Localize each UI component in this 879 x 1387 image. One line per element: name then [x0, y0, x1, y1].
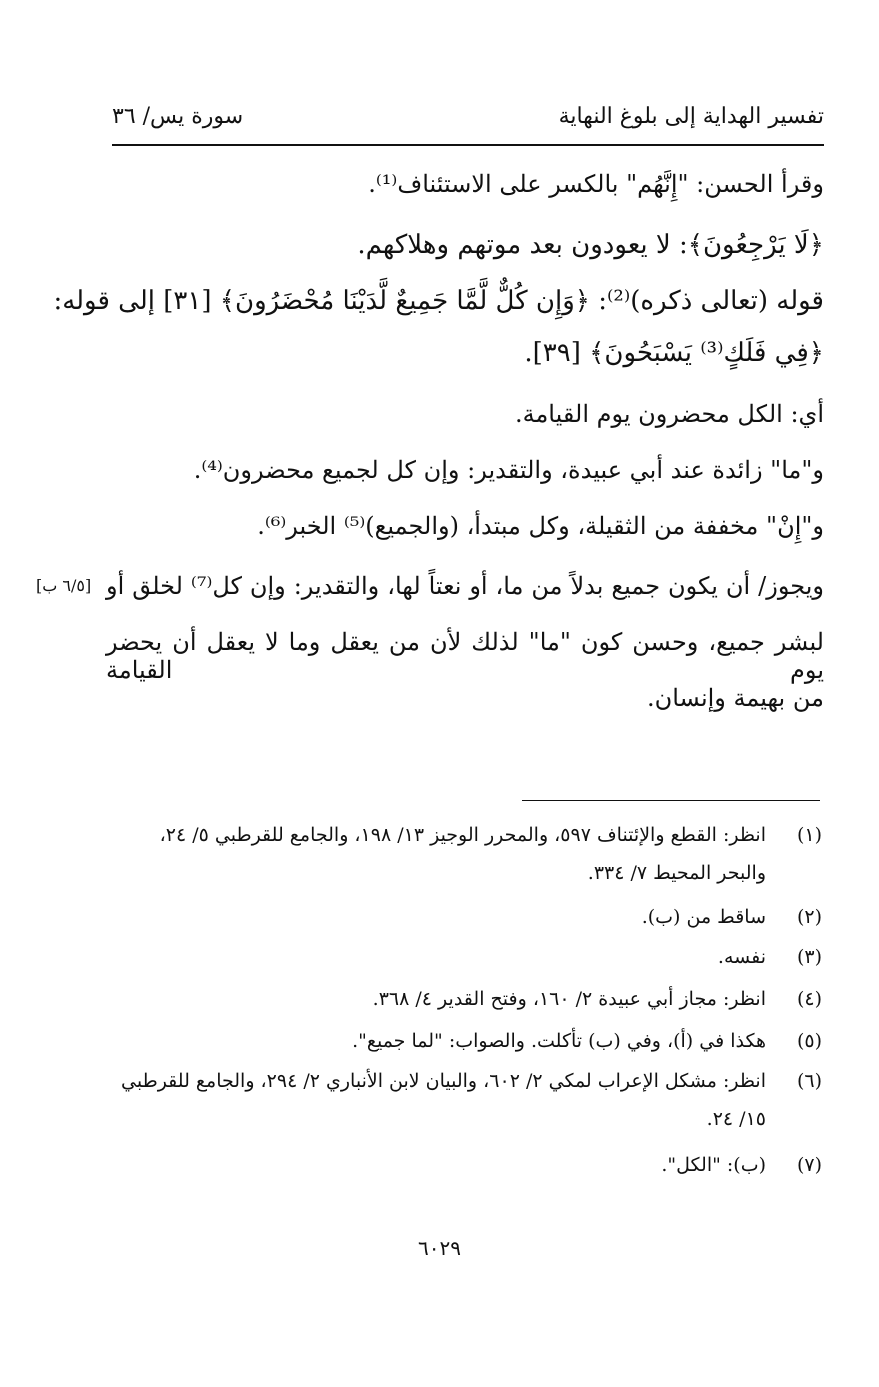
text-line: قوله (تعالى ذكره)⁽²⁾: ﴿وَإِن كُلٌّ لَّمَّا جَمِيعٌ لَّدَيْنَا مُحْضَرُونَ﴾ [٣١] إلى قوله: — [53, 286, 824, 316]
text-line: ﴿لَا يَرْجِعُونَ﴾: لا يعودون بعد موتهم وهلاكهم. — [357, 230, 824, 260]
footnote-number: (٤) — [796, 988, 822, 1010]
book-title: تفسير الهداية إلى بلوغ النهاية — [558, 104, 824, 129]
footnote-number: (٥) — [796, 1030, 822, 1052]
footnote-number: (١) — [796, 824, 822, 846]
page-number: ٦٠٢٩ — [418, 1236, 461, 1260]
text-line: ويجوز/ أن يكون جميع بدلاً من ما، أو نعتاً لها، والتقدير: وإن كل⁽⁷⁾ لخلق أو — [106, 572, 824, 600]
footnote-text-continued: والبحر المحيط ٧/ ٣٣٤. — [587, 862, 766, 884]
text-line: من بهيمة وإنسان. — [646, 684, 824, 712]
footnote-text: انظر: القطع والإئتناف ٥٩٧، والمحرر الوجيز ١٣/ ١٩٨، والجامع للقرطبي ٥/ ٢٤، — [159, 824, 766, 846]
footnote-text: انظر: مجاز أبي عبيدة ٢/ ١٦٠، وفتح القدير ٤/ ٣٦٨. — [372, 988, 766, 1010]
footnote-number: (٢) — [796, 906, 822, 928]
footnote-text: انظر: مشكل الإعراب لمكي ٢/ ٦٠٢، والبيان لابن الأنباري ٢/ ٢٩٤، والجامع للقرطبي — [121, 1070, 766, 1092]
footnote-separator — [522, 800, 820, 801]
footnote-text: (ب): "الكل". — [661, 1154, 766, 1176]
footnote-number: (٦) — [796, 1070, 822, 1092]
text-line: أي: الكل محضرون يوم القيامة. — [514, 400, 824, 428]
text-line: و"إِنْ" مخففة من الثقيلة، وكل مبتدأ، (والجميع)⁽⁵⁾ الخبر⁽⁶⁾. — [257, 512, 824, 540]
manuscript-folio-marker: [٦/٥ ب] — [36, 576, 92, 595]
text-line: وقرأ الحسن: "إِنَّهُم" بالكسر على الاستئناف⁽¹⁾. — [368, 170, 824, 198]
text-line: لبشر جميع، وحسن كون "ما" لذلك لأن من يعقل وما لا يعقل أن يحضر يوم القيامة — [106, 628, 824, 684]
footnote-text-continued: ١٥/ ٢٤. — [706, 1108, 766, 1130]
footnote-text: ساقط من (ب). — [641, 906, 766, 928]
footnote-text: نفسه. — [717, 946, 766, 968]
text-line: و"ما" زائدة عند أبي عبيدة، والتقدير: وإن كل لجميع محضرون⁽⁴⁾. — [193, 456, 824, 484]
footnote-number: (٣) — [796, 946, 822, 968]
header-rule — [112, 144, 824, 146]
footnote-text: هكذا في (أ)، وفي (ب) تأكلت. والصواب: "لما جميع". — [352, 1030, 766, 1052]
page-header — [112, 100, 824, 142]
text-line: ﴿فِي فَلَكٍ⁽³⁾ يَسْبَحُونَ﴾ [٣٩]. — [524, 338, 824, 368]
surah-label: سورة يس/ ٣٦ — [112, 104, 244, 129]
footnote-number: (٧) — [796, 1154, 822, 1176]
